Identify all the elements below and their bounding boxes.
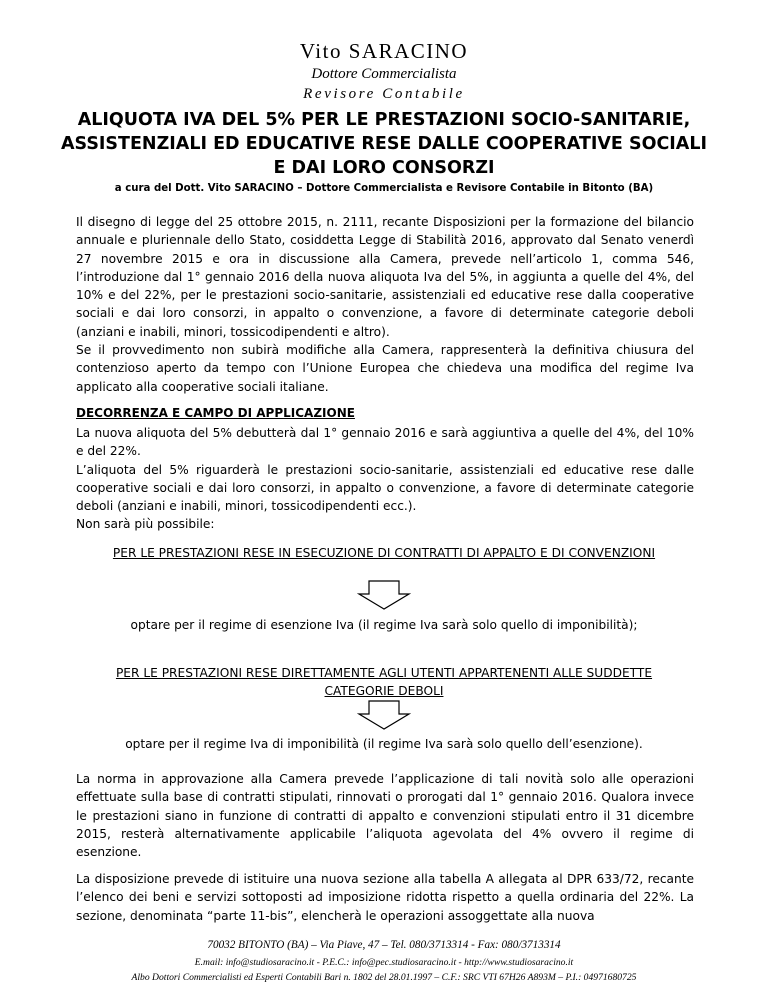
section-body xyxy=(76,424,694,534)
footer-address: 70032 BITONTO (BA) – Via Piave, 47 – Tel. 080/3713314 - Fax: 080/3713314 xyxy=(207,939,561,951)
document-title: ALIQUOTA IVA DEL 5% PER LE PRESTAZIONI SOCIO-SANITARIE, ASSISTENZIALI ED EDUCATIVE RESE DALLE COOPERATIVE SOCIALI E DAI LORO CONSORZI xyxy=(60,110,708,178)
case-1-result: optare per il regime di esenzione Iva (il regime Iva sarà solo quello di imponibilità); xyxy=(130,618,638,632)
footer-contacts: E.mail: info@studiosaracino.it - P.E.C.: info@pec.studiosaracino.it - http://www.studiosaracino.it xyxy=(194,957,574,968)
section-heading: DECORRENZA E CAMPO DI APPLICAZIONE xyxy=(76,406,355,420)
letterhead-subtitle: Revisore Contabile xyxy=(303,86,465,102)
section-paragraph-1: La nuova aliquota del 5% debutterà dal 1° gennaio 2016 e sarà aggiuntiva a quelle del 4%, del 10% e del 22%. xyxy=(76,426,694,459)
letterhead-title: Dottore Commercialista xyxy=(311,66,457,82)
section-paragraph-3: Non sarà più possibile: xyxy=(76,517,215,532)
footer-registry: Albo Dottori Commercialisti ed Esperti Contabili Bari n. 1802 del 28.01.1997 – C.F.: SRC VTI 67H26 A893M – P.I.: 04971680725 xyxy=(131,972,637,983)
letterhead-name: Vito SARACINO xyxy=(299,39,469,63)
section-paragraph-2: L’aliquota del 5% riguarderà le prestazioni socio-sanitarie, assistenziali ed educative rese dalle cooperative sociali e dai loro consorzi, in appalto o convenzione, a favore di determinate categorie deboli (anziani e inabili, minori, tossicodipendenti ecc.). xyxy=(76,462,694,514)
document-byline: a cura del Dott. Vito SARACINO – Dottore Commercialista e Revisore Contabile in Bitonto (BA) xyxy=(114,183,654,194)
down-arrow-icon xyxy=(357,580,411,610)
paragraph-3: La norma in approvazione alla Camera prevede l’applicazione di tali novità solo alle operazioni effettuate sulla base di contratti stipulati, rinnovati o prorogati dal 1° gennaio 2016. Qualora invece le prestazioni siano in funzione di contratti di appalto e convenzioni stipulati entro il 31 dicembre 2015, resterà alternativamente applicabile l’aliquota agevolata del 4% ovvero il regime di esenzione. xyxy=(76,772,694,860)
intro-paragraph-2: Se il provvedimento non subirà modifiche alla Camera, rappresenterà la definitiva chiusura del contenzioso aperto da tempo con l’Unione Europea che chiedeva una modifica del regime Iva applicato alla cooperative sociali italiane. xyxy=(76,343,694,394)
paragraph-4: La disposizione prevede di istituire una nuova sezione alla tabella A allegata al DPR 633/72, recante l’elenco dei beni e servizi sottoposti ad imposizione ridotta rispetto a quella ordinaria del 22%. La sezione, denominata “parte 11-bis”, elencherà le operazioni assoggettate alla nuova xyxy=(76,872,694,923)
case-2-result: optare per il regime Iva di imponibilità (il regime Iva sarà solo quello dell’esenzione). xyxy=(125,737,643,751)
down-arrow-icon xyxy=(357,700,411,730)
intro-section xyxy=(76,213,694,396)
case-1-title: PER LE PRESTAZIONI RESE IN ESECUZIONE DI CONTRATTI DI APPALTO E DI CONVENZIONI xyxy=(112,546,656,560)
case-2-title: PER LE PRESTAZIONI RESE DIRETTAMENTE AGLI UTENTI APPARTENENTI ALLE SUDDETTE CATEGORIE DEBOLI xyxy=(115,666,653,699)
intro-paragraph: Il disegno di legge del 25 ottobre 2015, n. 2111, recante Disposizioni per la formazione del bilancio annuale e pluriennale dello Stato, cosiddetta Legge di Stabilità 2016, approvato dal Senato venerdì 27 novembre 2015 e ora in discussione alla Camera, prevede nell’articolo 1, comma 546, l’introduzione dal 1° gennaio 2016 della nuova aliquota Iva del 5%, in aggiunta a quelle del 4%, del 10% e del 22%, per le prestazioni socio-sanitarie, assistenziali ed educative rese dalla cooperative sociali e dai loro consorzi, in appalto o convenzione, a favore di determinate categorie deboli (anziani e inabili, minori, tossicodipendenti e altro). xyxy=(76,215,694,339)
